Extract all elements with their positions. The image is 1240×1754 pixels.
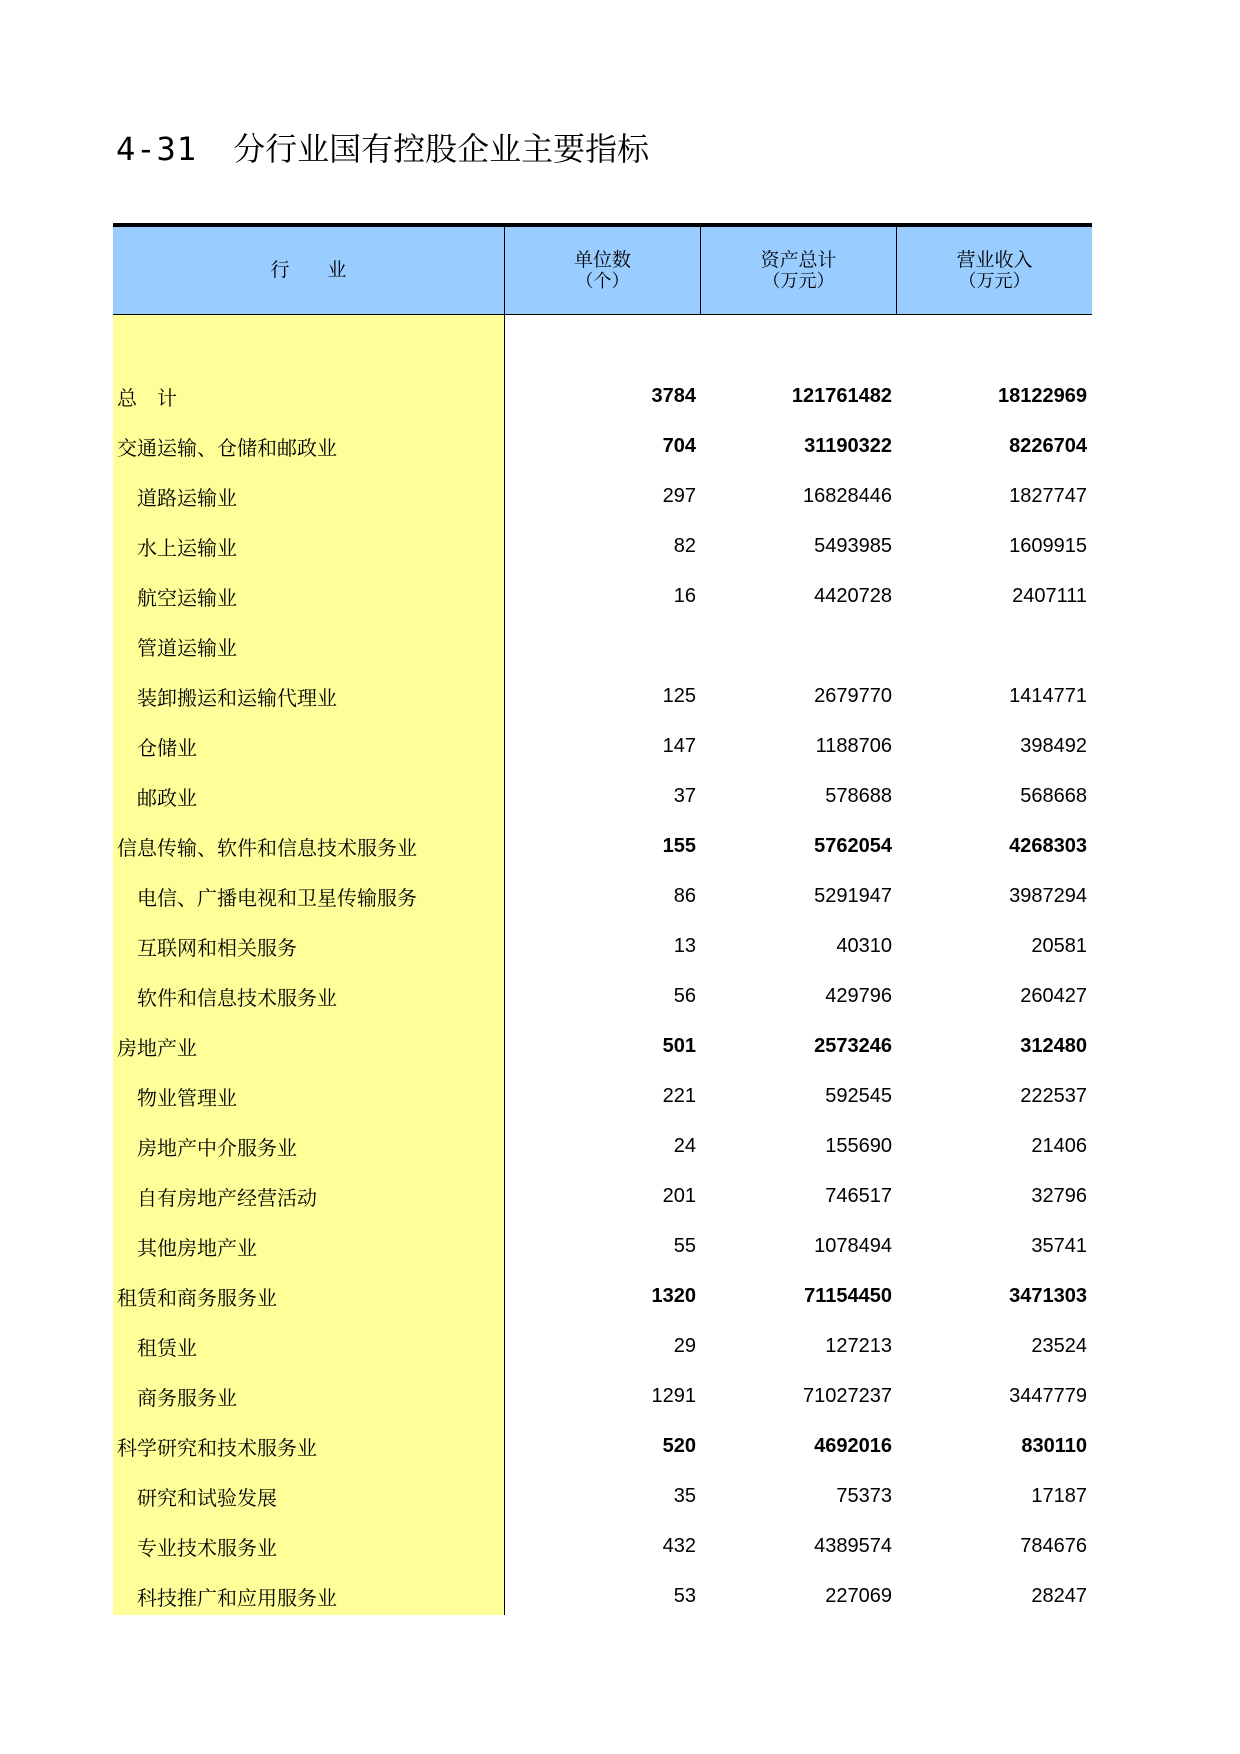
- row-units: 82: [673, 534, 696, 557]
- row-units: 24: [673, 1134, 696, 1157]
- header-revenue-unit: （万元）: [958, 270, 1031, 292]
- row-label: 水上运输业: [137, 535, 237, 560]
- row-label: 物业管理业: [137, 1085, 237, 1110]
- row-assets: 578688: [825, 784, 892, 807]
- row-label: 管道运输业: [137, 635, 237, 660]
- row-units: 1320: [651, 1284, 696, 1307]
- row-units: 16: [673, 584, 696, 607]
- row-revenue: 312480: [1020, 1034, 1087, 1057]
- row-revenue: 21406: [1031, 1134, 1087, 1157]
- row-units: 55: [673, 1234, 696, 1257]
- header-revenue-label: 营业收入: [956, 248, 1033, 271]
- row-label: 装卸搬运和运输代理业: [137, 685, 337, 710]
- row-label: 专业技术服务业: [137, 1535, 277, 1560]
- row-units: 56: [673, 984, 696, 1007]
- row-revenue: 2407111: [1012, 584, 1087, 607]
- row-revenue: 35741: [1031, 1234, 1087, 1257]
- row-label: 科技推广和应用服务业: [137, 1585, 337, 1610]
- row-label: 房地产业: [117, 1035, 197, 1060]
- row-assets: 1078494: [814, 1234, 892, 1257]
- header-assets: [701, 227, 897, 314]
- row-label: 其他房地产业: [137, 1235, 257, 1260]
- table-row: [113, 1021, 1092, 1071]
- row-label: 交通运输、仓储和邮政业: [117, 435, 337, 460]
- row-assets: 127213: [825, 1334, 892, 1357]
- row-units: 29: [673, 1334, 696, 1357]
- row-label: 互联网和相关服务: [137, 935, 297, 960]
- table-row: [113, 1371, 1092, 1421]
- row-assets: 227069: [825, 1584, 892, 1607]
- row-assets: 5291947: [814, 884, 892, 907]
- table-row: [113, 621, 1092, 671]
- row-revenue: 1609915: [1009, 534, 1087, 557]
- table-row: [113, 1171, 1092, 1221]
- row-revenue: 830110: [1021, 1434, 1087, 1457]
- row-units: 3784: [651, 384, 696, 407]
- table-row: [113, 721, 1092, 771]
- row-label: 电信、广播电视和卫星传输服务: [137, 885, 417, 910]
- row-assets: 2679770: [814, 684, 892, 707]
- row-assets: 4389574: [814, 1534, 892, 1557]
- row-label: 软件和信息技术服务业: [137, 985, 337, 1010]
- row-assets: 592545: [825, 1084, 892, 1107]
- table-row: [113, 1121, 1092, 1171]
- row-assets: 5493985: [814, 534, 892, 557]
- table-row: [113, 1321, 1092, 1371]
- row-units: 221: [662, 1084, 696, 1107]
- table-row: [113, 1521, 1092, 1571]
- row-revenue: 568668: [1020, 784, 1087, 807]
- row-revenue: 260427: [1020, 984, 1087, 1007]
- row-assets: 71154450: [804, 1284, 892, 1307]
- row-units: 155: [662, 834, 696, 857]
- row-units: 13: [673, 934, 696, 957]
- row-assets: 40310: [836, 934, 892, 957]
- table-row: [113, 1421, 1092, 1471]
- row-units: 53: [673, 1584, 696, 1607]
- table-row: [113, 471, 1092, 521]
- indicator-table: [113, 223, 1092, 1621]
- row-units: 201: [662, 1184, 696, 1207]
- row-label: 房地产中介服务业: [137, 1135, 297, 1160]
- row-label: 总 计: [117, 385, 177, 410]
- row-assets: 5762054: [814, 834, 892, 857]
- table-row: [113, 671, 1092, 721]
- row-revenue: 3987294: [1009, 884, 1087, 907]
- row-assets: 746517: [825, 1184, 892, 1207]
- row-label: 租赁和商务服务业: [117, 1285, 277, 1310]
- table-header: [113, 227, 1092, 315]
- row-units: 704: [662, 434, 696, 457]
- row-units: 501: [662, 1034, 696, 1057]
- row-units: 35: [673, 1484, 696, 1507]
- header-units: [505, 227, 701, 314]
- row-assets: 121761482: [791, 384, 892, 407]
- row-revenue: 4268303: [1009, 834, 1087, 857]
- row-label: 科学研究和技术服务业: [117, 1435, 317, 1460]
- row-assets: 71027237: [803, 1384, 892, 1407]
- table-row: [113, 1471, 1092, 1521]
- row-revenue: 32796: [1031, 1184, 1087, 1207]
- row-label: 邮政业: [137, 785, 197, 810]
- row-revenue: 8226704: [1009, 434, 1087, 457]
- table-row: [113, 1271, 1092, 1321]
- row-label: 研究和试验发展: [137, 1485, 277, 1510]
- row-label: 航空运输业: [137, 585, 237, 610]
- row-assets: 4420728: [814, 584, 892, 607]
- table-row: [113, 821, 1092, 871]
- header-industry-label: 行 业: [270, 259, 347, 281]
- row-units: 37: [673, 784, 696, 807]
- row-revenue: 3471303: [1009, 1284, 1087, 1307]
- row-label: 商务服务业: [137, 1385, 237, 1410]
- header-units-unit: （个）: [575, 270, 630, 292]
- table-row: [113, 421, 1092, 471]
- table-row: [113, 871, 1092, 921]
- header-units-label: 单位数: [573, 248, 631, 271]
- row-revenue: 28247: [1031, 1584, 1087, 1607]
- table-body: [113, 315, 1092, 1621]
- row-units: 86: [673, 884, 696, 907]
- table-title: 分行业国有控股企业主要指标: [233, 130, 650, 168]
- row-assets: 75373: [836, 1484, 892, 1507]
- row-revenue: 17187: [1031, 1484, 1087, 1507]
- header-assets-unit: （万元）: [762, 270, 835, 292]
- row-units: 297: [662, 484, 696, 507]
- row-label: 道路运输业: [137, 485, 237, 510]
- row-assets: 2573246: [814, 1034, 892, 1057]
- table-row: [113, 521, 1092, 571]
- table-row: [113, 371, 1092, 421]
- page-title: [116, 124, 649, 170]
- row-assets: 31190322: [804, 434, 892, 457]
- row-revenue: 1414771: [1009, 684, 1087, 707]
- row-units: 520: [662, 1434, 696, 1457]
- row-revenue: 1827747: [1009, 484, 1087, 507]
- row-revenue: 20581: [1031, 934, 1087, 957]
- row-revenue: 18122969: [998, 384, 1087, 407]
- table-row: [113, 1071, 1092, 1121]
- row-assets: 16828446: [803, 484, 892, 507]
- table-row: [113, 971, 1092, 1021]
- table-row: [113, 921, 1092, 971]
- row-revenue: 784676: [1020, 1534, 1087, 1557]
- table-row: [113, 1221, 1092, 1271]
- header-revenue: [897, 227, 1092, 314]
- row-assets: 429796: [825, 984, 892, 1007]
- row-units: 125: [662, 684, 696, 707]
- row-label: 信息传输、软件和信息技术服务业: [117, 835, 417, 860]
- row-revenue: 398492: [1020, 734, 1087, 757]
- header-assets-label: 资产总计: [760, 248, 837, 271]
- row-units: 1291: [651, 1384, 696, 1407]
- row-label: 租赁业: [137, 1335, 197, 1360]
- table-number: 4-31: [116, 130, 198, 168]
- row-assets: 1188706: [815, 734, 892, 757]
- row-revenue: 23524: [1031, 1334, 1087, 1357]
- row-revenue: 222537: [1020, 1084, 1087, 1107]
- row-assets: 4692016: [814, 1434, 892, 1457]
- row-label: 仓储业: [137, 735, 197, 760]
- table-row: [113, 1571, 1092, 1621]
- row-units: 147: [662, 734, 696, 757]
- row-label: 自有房地产经营活动: [137, 1185, 317, 1210]
- table-row: [113, 571, 1092, 621]
- table-rows: [113, 315, 1092, 1621]
- header-industry: [113, 227, 505, 314]
- table-row: [113, 771, 1092, 821]
- row-assets: 155690: [825, 1134, 892, 1157]
- row-units: 432: [662, 1534, 696, 1557]
- row-revenue: 3447779: [1009, 1384, 1087, 1407]
